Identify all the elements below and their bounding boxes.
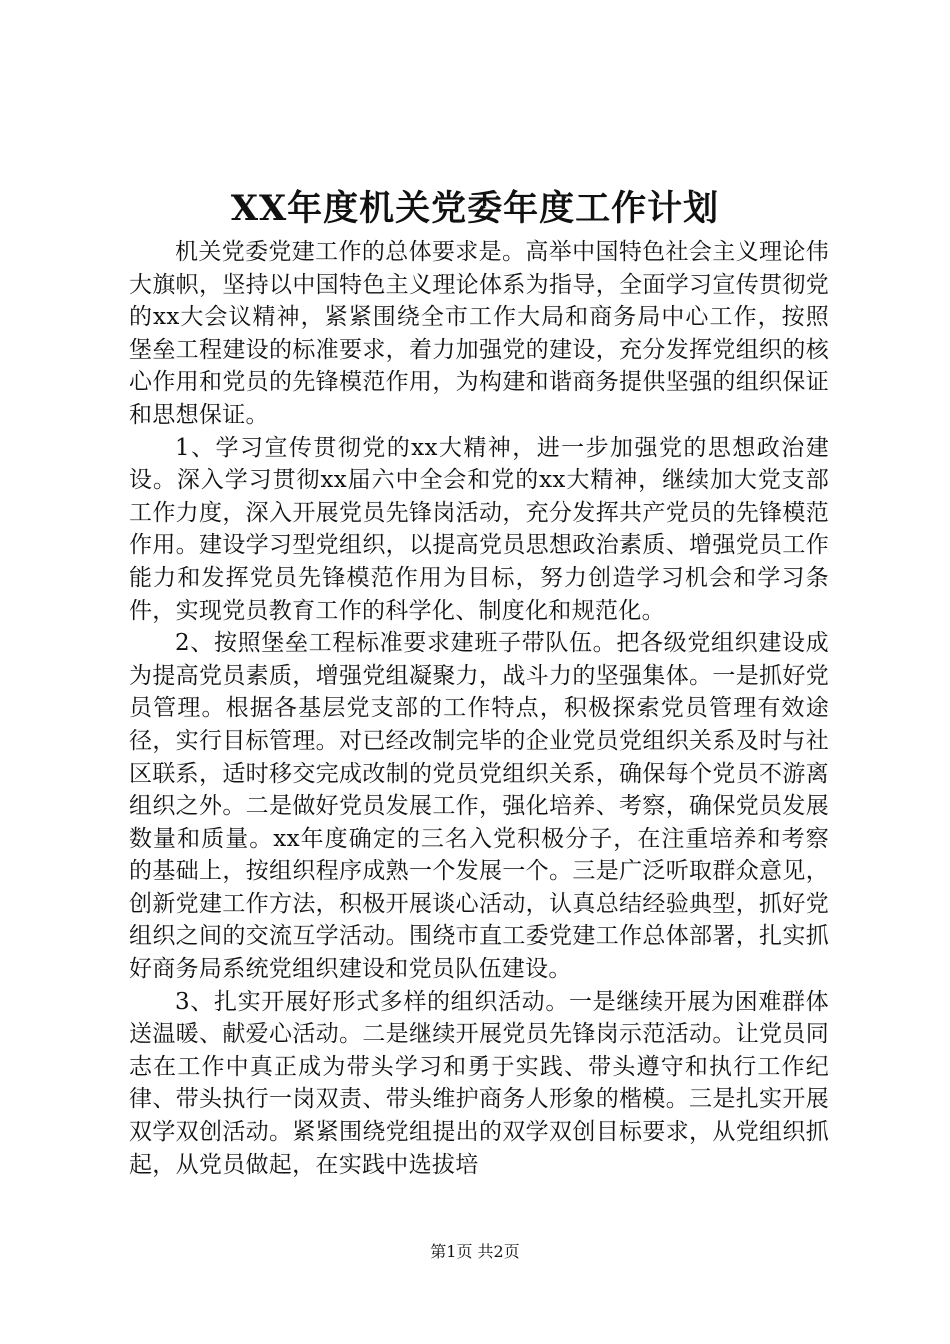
- paragraph-item-2: 2、按照堡垒工程标准要求建班子带队伍。把各级党组织建设成为提高党员素质，增强党组凝聚力，战斗力的坚强集体。一是抓好党员管理。根据各基层党支部的工作特点，积极探索党员管理有效途径，实行目标管理。对已经改制完毕的企业党员党组织关系及时与社区联系，适时移交完成改制的党员党组织关系，确保每个党员不游离组织之外。二是做好党员发展工作，强化培养、考察，确保党员发展数量和质量。xx年度确定的三名入党积极分子，在注重培养和考察的基础上，按组织程序成熟一个发展一个。三是广泛听取群众意见，创新党建工作方法，积极开展谈心活动，认真总结经验典型，抓好党组织之间的交流互学活动。围绕市直工委党建工作总体部署，扎实抓好商务局系统党组织建设和党员队伍建设。: [129, 630, 829, 983]
- document-title: XX年度机关党委年度工作计划: [230, 188, 720, 229]
- paragraph-item-3: 3、扎实开展好形式多样的组织活动。一是继续开展为困难群体送温暖、献爱心活动。二是继续开展党员先锋岗示范活动。让党员同志在工作中真正成为带头学习和勇于实践、带头遵守和执行工作纪律、带头执行一岗双责、带头维护商务人形象的楷模。三是扎实开展双学双创活动。紧紧围绕党组提出的双学双创目标要求，从党组织抓起，从党员做起，在实践中选拔培: [129, 988, 829, 1178]
- page-number-footer: 第1页 共2页: [430, 1242, 520, 1261]
- paragraph-intro: 机关党委党建工作的总体要求是。高举中国特色社会主义理论伟大旗帜，坚持以中国特色主义理论体系为指导，全面学习宣传贯彻党的xx大会议精神，紧紧围绕全市工作大局和商务局中心工作，按照堡垒工程建设的标准要求，着力加强党的建设，充分发挥党组织的核心作用和党员的先锋模范作用，为构建和谐商务提供坚强的组织保证和思想保证。: [129, 239, 829, 428]
- document-body: [129, 236, 829, 1181]
- paragraph-item-1: 1、学习宣传贯彻党的xx大精神，进一步加强党的思想政治建设。深入学习贯彻xx届六中全会和党的xx大精神，继续加大党支部工作力度，深入开展党员先锋岗活动，充分发挥共产党员的先锋模范作用。建设学习型党组织，以提高党员思想政治素质、增强党员工作能力和发挥党员先锋模范作用为目标，努力创造学习机会和学习条件，实现党员教育工作的科学化、制度化和规范化。: [129, 434, 829, 624]
